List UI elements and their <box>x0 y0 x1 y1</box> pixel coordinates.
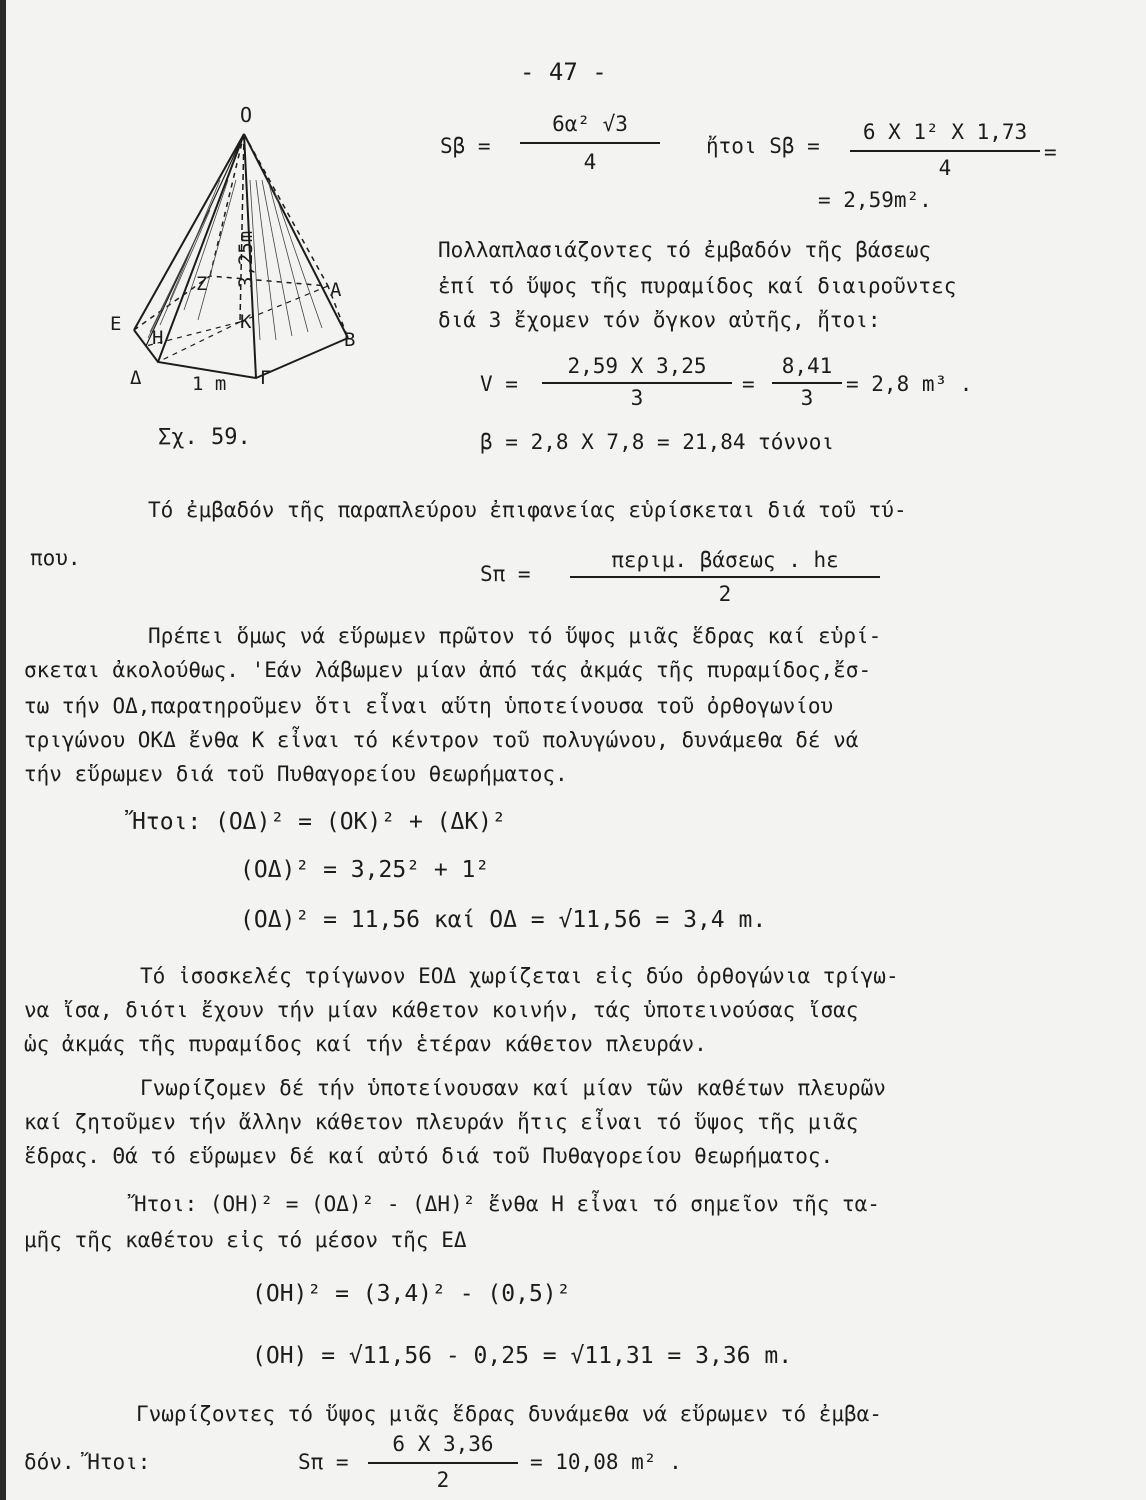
sp-lhs: Sπ = <box>480 562 531 586</box>
eq2-line3: (ΟΗ)² = (3,4)² - (0,5)² <box>252 1281 571 1307</box>
final-lhs: Sπ = <box>298 1450 349 1474</box>
sb-mid: ἤτοι Sβ = <box>706 134 820 158</box>
sb-fraction-bar <box>520 142 660 144</box>
para3-line3: τω τήν ΟΔ,παρατηροῦμεν ὅτι εἶναι αὕτη ὑποτείνουσα τοῦ ὀρθογωνίου <box>24 694 834 718</box>
label-a: A <box>330 279 342 301</box>
beta-formula: β = 2,8 X 7,8 = 21,84 τόννοι <box>480 430 835 454</box>
para1-line2: ἐπί τό ὕψος τῆς πυραμίδος καί διαιροῦντες <box>438 274 957 298</box>
v-denominator-2: 3 <box>800 386 814 410</box>
para3-line2: σκεται ἀκολούθως. 'Εάν λάβωμεν μίαν ἀπό τάς ἀκμάς τῆς πυραμίδος,ἔσ- <box>24 658 872 682</box>
label-k: K <box>240 311 252 333</box>
final-numerator: 6 X 3,36 <box>392 1432 494 1456</box>
para2-line2: που. <box>30 546 81 570</box>
para4-line3: ὡς ἀκμάς τῆς πυραμίδος καί τήν ἑτέραν κάθετον πλευράν. <box>24 1032 707 1056</box>
sb-fraction-bar-2 <box>850 150 1040 152</box>
para5-line3: ἕδρας. Θά τό εὕρωμεν δέ καί αὐτό διά τοῦ Πυθαγορείου θεωρήματος. <box>24 1144 834 1168</box>
para4-line2: να ἴσα, διότι ἔχουν τήν μίαν κάθετον κοινήν, τάς ὑποτεινούσας ἴσας <box>24 998 859 1022</box>
sb-denominator: 4 <box>583 150 597 174</box>
label-height: 3,25m <box>235 230 257 288</box>
label-e: E <box>110 313 122 335</box>
sb-numerator-2: 6 X 1² X 1,73 <box>862 120 1028 144</box>
final-fraction-bar <box>368 1462 518 1464</box>
para3-line5: τήν εὕρωμεν διά τοῦ Πυθαγορείου θεωρήματος. <box>24 762 568 786</box>
final-denominator: 2 <box>436 1468 450 1492</box>
para3-line1: Πρέπει ὅμως νά εὕρωμεν πρῶτον τό ὕψος μιᾶς ἕδρας καί εὑρί- <box>148 624 882 648</box>
label-b: B <box>344 329 356 351</box>
v-denominator: 3 <box>630 386 644 410</box>
para4-line1: Τό ἰσοσκελές τρίγωνον ΕΟΔ χωρίζεται εἰς δύο ὀρθογώνια τρίγω- <box>140 964 899 988</box>
v-lhs: V = <box>480 372 518 396</box>
para5-line1: Γνωρίζομεν δέ τήν ὑποτείνουσαν καί μίαν τῶν καθέτων πλευρῶν <box>140 1076 886 1100</box>
sb-trail: = <box>1044 140 1057 164</box>
scan-edge <box>0 0 6 1500</box>
sb-lhs: Sβ = <box>440 134 491 158</box>
eq1-line2: (ΟΔ)² = 3,25² + 1² <box>240 857 490 883</box>
sb-numerator: 6α² √3 <box>552 112 628 136</box>
page-number: - 47 - <box>520 58 607 86</box>
para2-line1: Τό ἐμβαδόν τῆς παραπλεύρου ἐπιφανείας εὑρίσκεται διά τοῦ τύ- <box>148 498 907 522</box>
para6-line2: δόν. Ἤτοι: <box>24 1450 151 1474</box>
v-eq: = <box>742 372 755 396</box>
eq1-line1: Ἤτοι: (ΟΔ)² = (ΟΚ)² + (ΔΚ)² <box>132 809 506 835</box>
v-numerator-2: 8,41 <box>781 354 833 378</box>
para1-line3: διά 3 ἔχομεν τόν ὄγκον αὐτῆς, ἤτοι: <box>438 308 881 332</box>
final-result: = 10,08 m² . <box>530 1450 682 1474</box>
pyramid-figure <box>100 100 380 410</box>
sb-result: = 2,59m². <box>818 188 932 212</box>
v-result: = 2,8 m³ . <box>846 372 973 396</box>
label-g: Γ <box>260 367 272 389</box>
para1-line1: Πολλαπλασιάζοντες τό ἐμβαδόν τῆς βάσεως <box>438 238 932 262</box>
figure-caption: Σχ. 59. <box>158 425 251 450</box>
eq2-line2: μῆς τῆς καθέτου εἰς τό μέσον τῆς ΕΔ <box>24 1228 467 1252</box>
label-z: Z <box>196 273 208 295</box>
eq2-line4: (ΟΗ) = √11,56 - 0,25 = √11,31 = 3,36 m. <box>252 1343 793 1369</box>
para6-line1: Γνωρίζοντες τό ὕψος μιᾶς ἕδρας δυνάμεθα νά εὕρωμεν τό ἐμβα- <box>136 1402 882 1426</box>
sb-denominator-2: 4 <box>938 156 952 180</box>
label-d: Δ <box>130 367 142 389</box>
label-apex: O <box>240 103 253 127</box>
sp-denominator: 2 <box>718 582 732 606</box>
sp-fraction-bar <box>570 576 880 578</box>
eq1-line3: (ΟΔ)² = 11,56 καί ΟΔ = √11,56 = 3,4 m. <box>240 907 767 933</box>
v-numerator: 2,59 X 3,25 <box>567 354 707 378</box>
para3-line4: τριγώνου ΟΚΔ ἔνθα Κ εἶναι τό κέντρον τοῦ πολυγώνου, δυνάμεθα δέ νά <box>24 728 859 752</box>
sp-numerator: περιμ. βάσεως . hε <box>611 548 839 572</box>
label-h: H <box>152 327 164 349</box>
eq2-line1: Ἤτοι: (ΟΗ)² = (ΟΔ)² - (ΔΗ)² ἔνθα Η εἶναι τό σημεῖον τῆς τα- <box>134 1192 880 1216</box>
label-side: 1 m <box>192 373 227 395</box>
para5-line2: καί ζητοῦμεν τήν ἄλλην κάθετον πλευράν ἥτις εἶναι τό ὕψος τῆς μιᾶς <box>24 1110 859 1134</box>
